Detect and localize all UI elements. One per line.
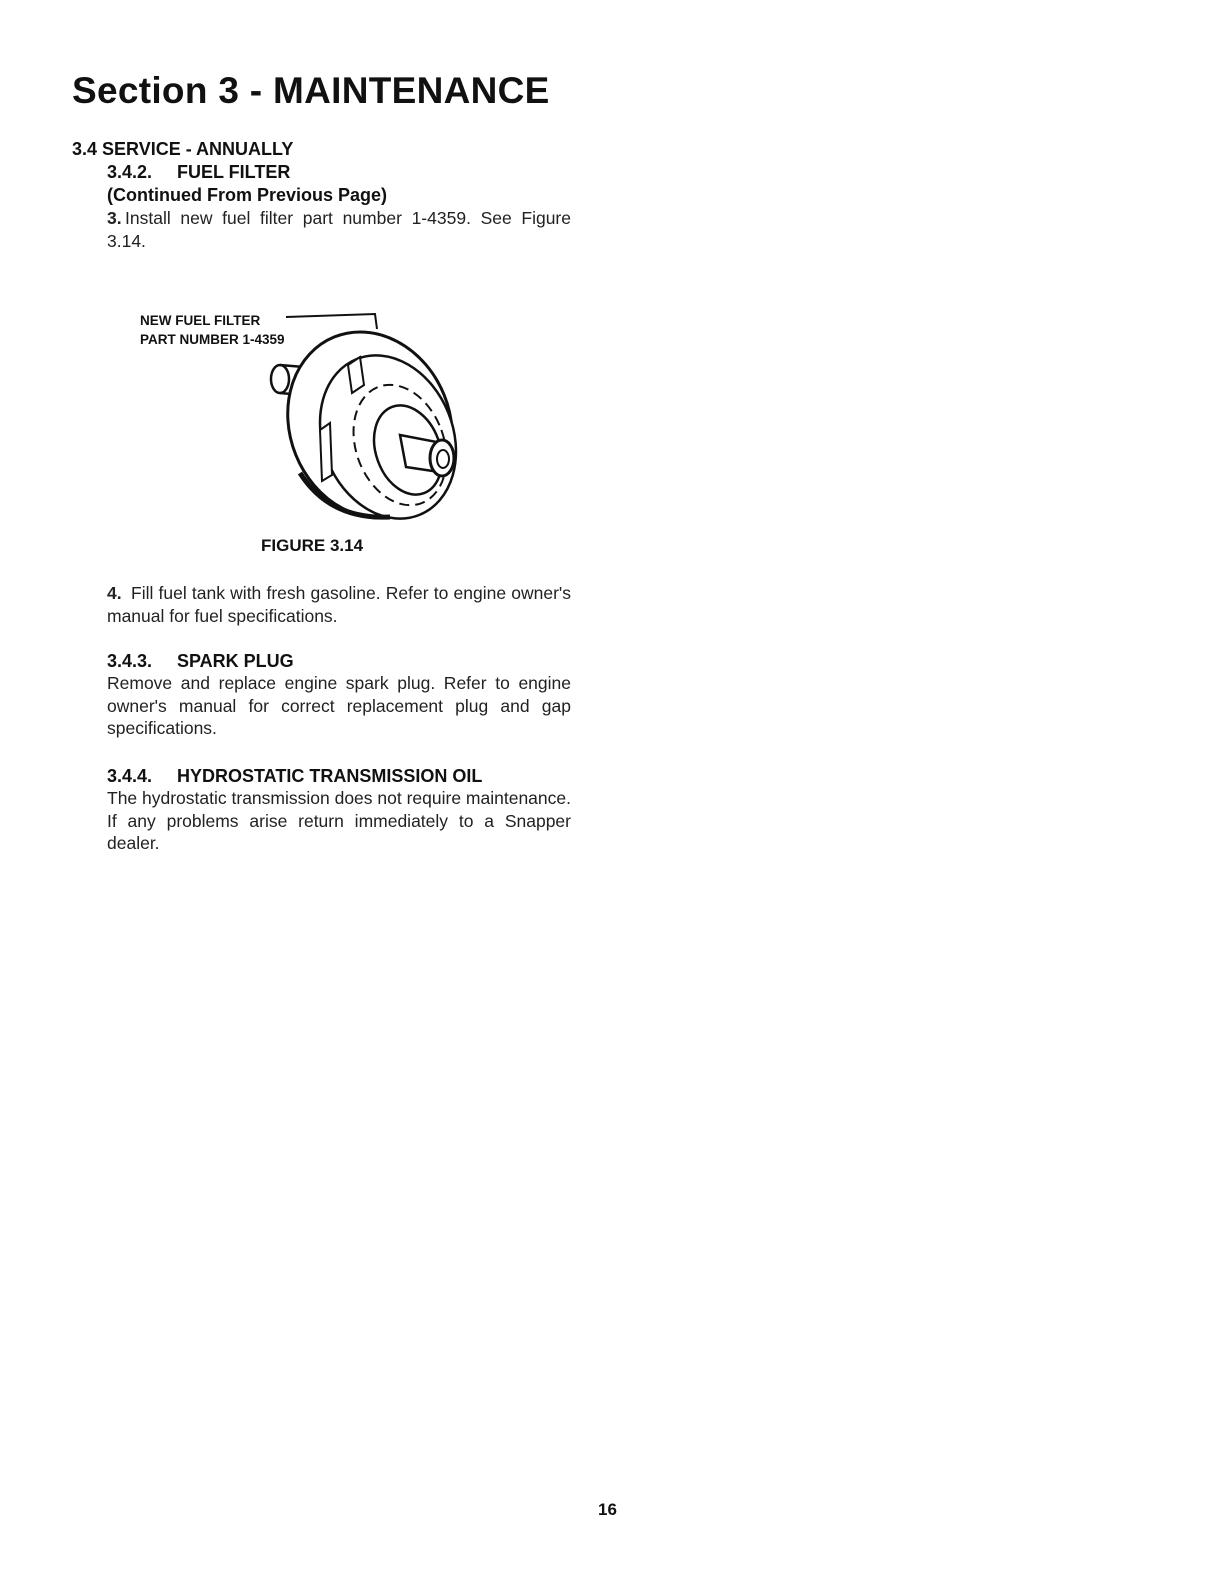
spark-plug-title: SPARK PLUG <box>177 651 294 671</box>
hydro-heading <box>107 766 571 787</box>
hydro-number: 3.4.4. <box>107 766 153 786</box>
fuel-filter-block <box>107 162 571 252</box>
spark-plug-heading <box>107 651 571 672</box>
step-4-paragraph <box>107 582 571 627</box>
step-4-number: 4. <box>107 583 122 603</box>
step-3-number: 3. <box>107 208 122 228</box>
continued-note: (Continued From Previous Page) <box>107 185 388 205</box>
spark-plug-text: Remove and replace engine spark plug. Refer to engine owner's manual for correct replacement plug and gap specifications. <box>107 673 571 738</box>
figure-label-line-2: PART NUMBER 1-4359 <box>140 332 285 347</box>
fuel-filter-title: FUEL FILTER <box>177 162 291 182</box>
fuel-filter-number: 3.4.2. <box>107 162 153 182</box>
step-4-text: Fill fuel tank with fresh gasoline. Refer to engine owner's manual for fuel specifications. <box>107 583 571 626</box>
service-heading: 3.4 SERVICE - ANNUALLY <box>72 139 294 159</box>
section-title: Section 3 - MAINTENANCE <box>72 70 550 111</box>
figure-caption: FIGURE 3.14 <box>261 536 364 555</box>
spark-plug-block <box>107 651 571 740</box>
step-3-text: Install new fuel filter part number 1-4359. See Figure 3.14. <box>107 208 571 251</box>
hydro-text: The hydrostatic transmission does not require maintenance. If any problems arise return immediately to a Snapper dealer. <box>107 788 571 853</box>
hydro-title: HYDROSTATIC TRANSMISSION OIL <box>177 766 483 786</box>
step-3-paragraph <box>107 207 571 252</box>
hydro-block <box>107 766 571 855</box>
fuel-filter-icon <box>260 305 475 535</box>
spark-plug-number: 3.4.3. <box>107 651 153 671</box>
fuel-filter-heading <box>107 162 571 183</box>
page-number: 16 <box>598 1500 617 1519</box>
figure-label-line-1: NEW FUEL FILTER <box>140 313 261 328</box>
